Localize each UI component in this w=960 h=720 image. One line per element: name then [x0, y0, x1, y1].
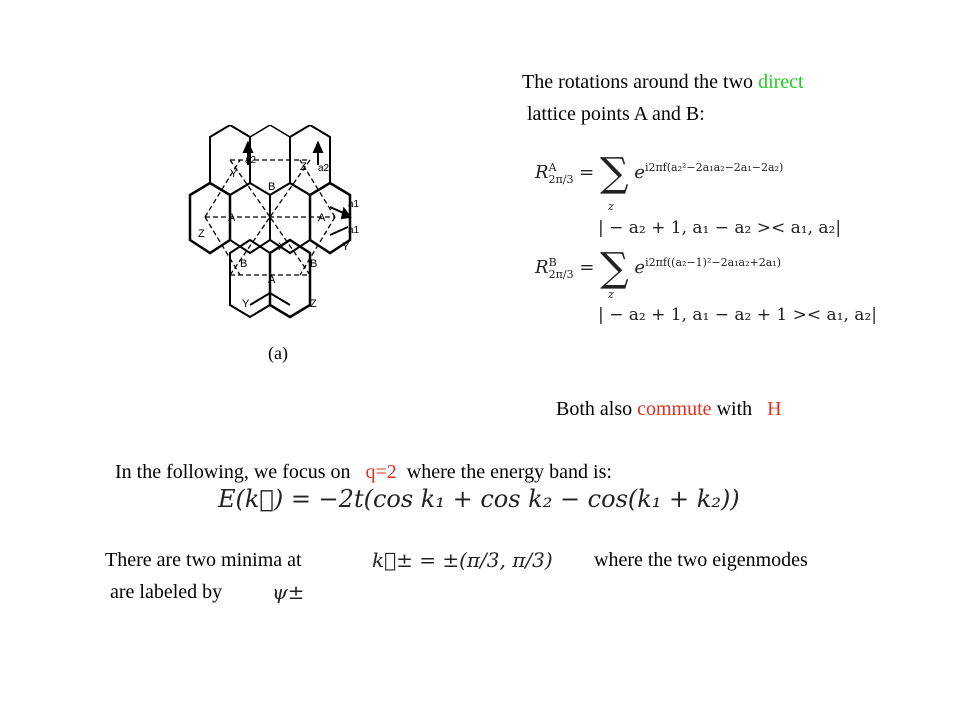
energy-equation: E(k⃗) = −2t(cos k₁ + cos k₂ − cos(k₁ + k₂))	[218, 485, 740, 513]
vector-label-a1-1: a1	[348, 199, 360, 210]
eq-rb-sup: B	[548, 256, 557, 269]
minima-prefix: There are two minima at	[105, 549, 302, 571]
hex-label-z2: Z	[198, 228, 205, 240]
site-label-3: A	[318, 212, 326, 224]
hex-cell-4	[190, 183, 230, 253]
hex-label-y2: Y	[342, 241, 350, 253]
equation-rb: $R^B_{2\pi/3}$ = ∑ $e^{i2\pi f((a_2-1)^2-2a_1a_2+2a_1)}$	[535, 245, 781, 291]
honeycomb-svg	[170, 125, 370, 375]
hex-label-y3: Y	[242, 298, 250, 310]
intro-highlight-direct: direct	[758, 71, 804, 93]
minima-equation: k⃗± = ±(π/3, π/3)	[372, 548, 553, 572]
hex-cell-9	[270, 240, 310, 317]
vector-label-a1-2: a1	[348, 225, 360, 236]
hex-label-y1: Y	[230, 168, 238, 180]
hex-cell-8	[230, 240, 270, 317]
hamiltonian-symbol: H	[767, 398, 782, 420]
site-label-5: B	[310, 258, 318, 270]
eq-rb-sub: 2π/3	[548, 267, 574, 281]
psi-symbol: ψ±	[272, 580, 305, 604]
site-label-2: A	[228, 212, 236, 224]
equation-rb-index: z	[608, 288, 614, 301]
equation-ra-ket: | − a₂ + 1, a₁ − a₂ >< a₁, a₂|	[598, 218, 842, 238]
commute-highlight: commute	[637, 398, 712, 420]
commute-line	[546, 373, 782, 421]
hex-label-z1: Z	[300, 161, 307, 173]
minima-line-2: are labeled by	[110, 581, 223, 603]
site-label-4: B	[240, 258, 248, 270]
equation-rb-ket: | − a₂ + 1, a₁ − a₂ + 1 >< a₁, a₂|	[598, 305, 877, 325]
focus-prefix: In the following, we focus on	[115, 461, 366, 483]
sum-icon: ∑	[599, 150, 629, 196]
sum-icon-2: ∑	[600, 245, 629, 291]
eq-ra-sup: A	[548, 161, 557, 174]
focus-suffix: where the energy band is:	[396, 461, 612, 483]
commute-middle: with	[711, 398, 768, 420]
eq-rb-exp: i2πf((a₂−1)²−2a₁a₂+2a₁)	[645, 256, 781, 269]
eq-ra-lhs: R	[535, 162, 549, 183]
eq-ra-exp: i2πf(a₂²−2a₁a₂−2a₁−2a₂)	[644, 161, 784, 174]
eq-ra-sub: 2π/3	[548, 172, 574, 186]
site-label-1: B	[268, 181, 276, 193]
eq-rb-lhs: R	[535, 257, 549, 278]
commute-prefix: Both also	[556, 398, 638, 420]
equation-ra-index: z	[608, 200, 614, 213]
vector-label-a2-1: a2	[245, 155, 257, 166]
focus-line	[105, 436, 612, 484]
hex-cell-5	[230, 183, 270, 253]
honeycomb-figure	[170, 125, 370, 375]
vector-label-a2-2: a2	[318, 163, 330, 174]
site-label-6: A	[268, 274, 276, 286]
intro-line-2: lattice points A and B:	[527, 103, 705, 125]
hex-label-z3: Z	[310, 298, 317, 310]
intro-line-1-prefix: The rotations around the two	[522, 71, 759, 93]
figure-caption: (a)	[268, 343, 288, 363]
intro-line-1	[522, 70, 804, 94]
minima-suffix: where the two eigenmodes	[594, 549, 808, 571]
equation-ra: $R^A_{2\pi/3}$ = ∑ $e^{i2\pi f(a_2^2-2a_1a_2-2a_1-2a_2)}$	[535, 150, 784, 196]
hex-cell-6	[270, 183, 310, 253]
hex-label-x: X	[278, 241, 286, 253]
focus-highlight-q: q=2	[365, 461, 397, 483]
